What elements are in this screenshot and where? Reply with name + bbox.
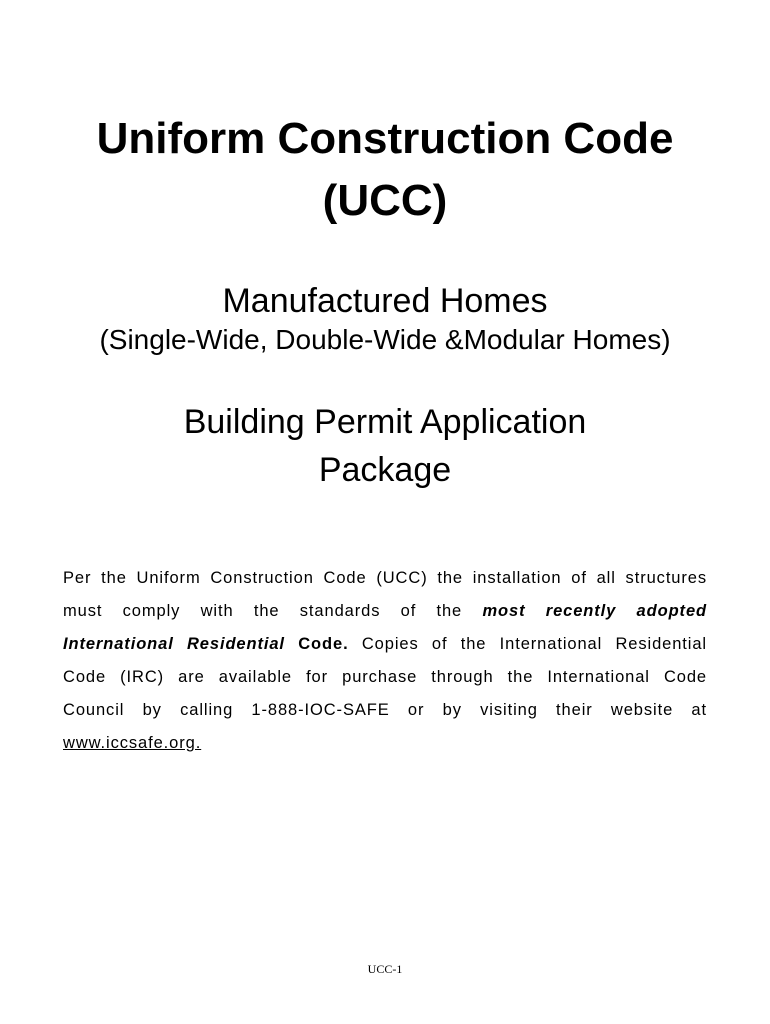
- package-title: [0, 398, 770, 494]
- intro-paragraph: [63, 562, 707, 760]
- subtitle-note: (Single-Wide, Double-Wide &Modular Homes): [99, 324, 671, 355]
- paragraph-emphasis: most recently adopted International Residential: [63, 601, 707, 653]
- title-line-2: (UCC): [322, 176, 448, 225]
- website-link[interactable]: www.iccsafe.org.: [63, 733, 202, 752]
- page-number: UCC-1: [367, 962, 403, 976]
- package-title-line-1: Building Permit Application: [183, 403, 587, 441]
- paragraph-text-2: Copies of the International Residential Code (IRC) are available for purchase through the International Code Council by calling 1-888-IOC-SAFE or by visiting their website at: [63, 634, 707, 719]
- main-title: [0, 108, 770, 232]
- subtitle: Manufactured Homes: [222, 282, 548, 320]
- package-title-line-2: Package: [318, 451, 452, 489]
- title-line-1: Uniform Construction Code: [96, 114, 674, 163]
- paragraph-space: [285, 635, 298, 653]
- paragraph-code-bold: Code.: [298, 634, 349, 653]
- paragraph-text-1: Per the Uniform Construction Code (UCC) the installation of all structures must comply with the standards of the: [63, 568, 707, 620]
